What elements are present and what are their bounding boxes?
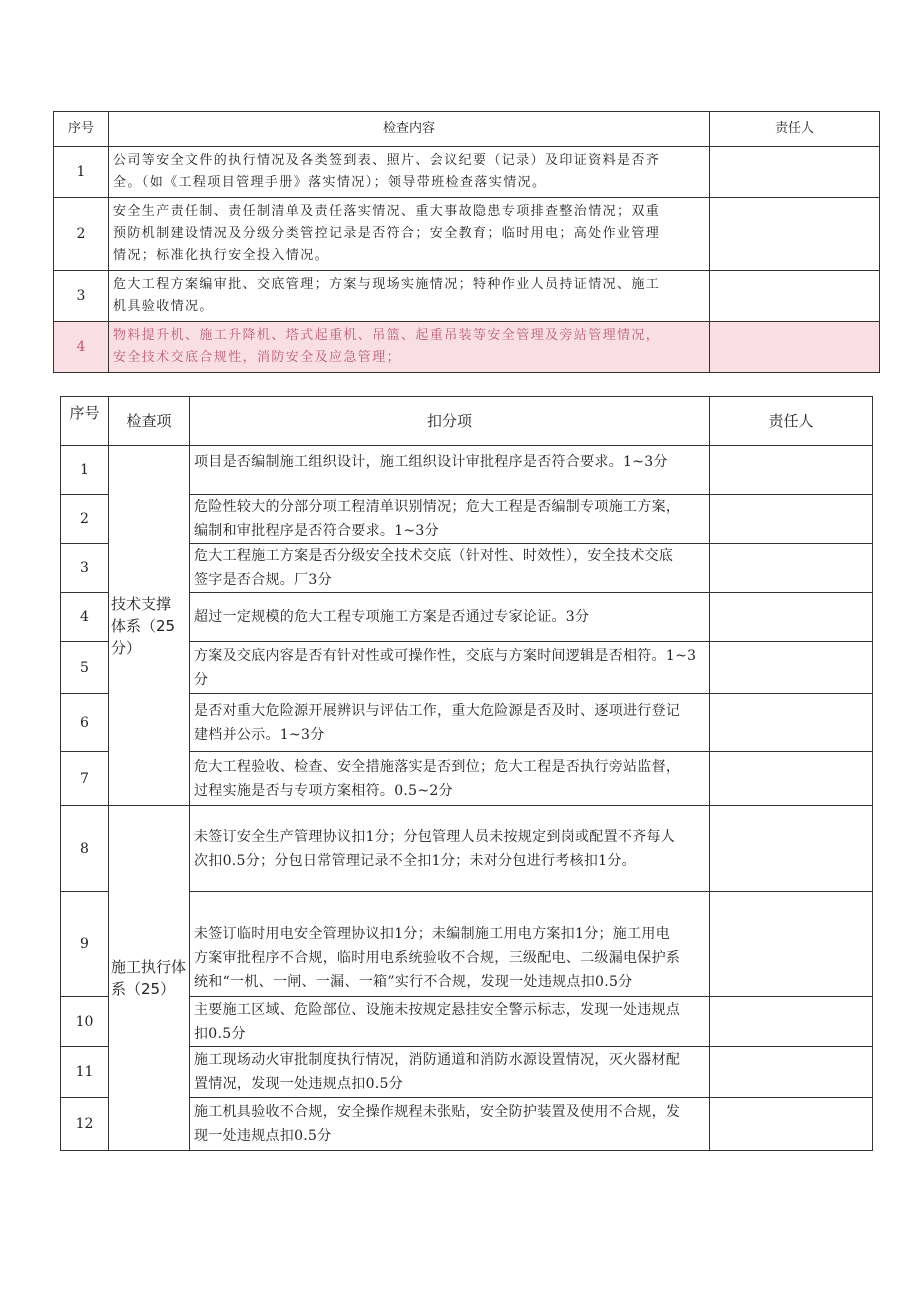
category-tech-support	[109, 446, 190, 806]
category-line: 技术支撑	[111, 594, 172, 613]
responsible-cell[interactable]	[710, 806, 873, 892]
responsible-cell[interactable]	[710, 1047, 873, 1098]
row-seq: 6	[61, 694, 109, 752]
row-content	[109, 271, 710, 322]
deduction-table	[60, 396, 873, 1151]
row-seq: 4	[61, 593, 109, 642]
content-line: 全。（如《工程项目管理手册》落实情况）；领导带班检查落实情况。	[113, 175, 547, 190]
item-line: 置情况，发现一处违规点扣0.5分	[194, 1076, 404, 1092]
category-line: 分）	[111, 638, 142, 657]
row-seq: 2	[61, 495, 109, 544]
deduction-item	[190, 1047, 710, 1098]
item-line: 未签订临时用电安全管理协议扣1分；未编制施工用电方案扣1分；施工用电	[194, 926, 671, 942]
responsible-cell[interactable]	[710, 322, 880, 373]
row-content	[109, 322, 710, 373]
deduction-item	[190, 544, 710, 593]
row-seq: 7	[61, 752, 109, 806]
item-line: 现一处违规点扣0.5分	[194, 1128, 332, 1144]
item-line: 统和“一机、一闸、一漏、一箱”实行不合规，发现一处违规点扣0.5分	[194, 974, 633, 990]
item-line: 扣0.5分	[194, 1025, 246, 1042]
responsible-cell[interactable]	[710, 271, 880, 322]
item-line: 危大工程验收、检查、安全措施落实是否到位；危大工程是否执行旁站监督，	[194, 758, 681, 775]
item-line: 主要施工区域、危险部位、设施未按规定悬挂安全警示标志，发现一处违规点	[194, 1001, 681, 1018]
item-line: 方案及交底内容是否有针对性或可操作性，交底与方案时间逻辑是否相符。1~3	[194, 647, 697, 664]
header-responsible: 责任人	[710, 397, 873, 446]
table-row	[61, 806, 873, 892]
responsible-cell[interactable]	[710, 1098, 873, 1151]
item-line: 超过一定规模的危大工程专项施工方案是否通过专家论证。3分	[194, 609, 590, 625]
row-seq: 5	[61, 642, 109, 694]
category-line: 施工执行体	[111, 958, 187, 976]
content-line: 情况；标准化执行安全投入情况。	[113, 248, 330, 263]
table-row-highlighted	[54, 322, 880, 373]
category-line: 体系（25	[111, 616, 176, 635]
item-line: 未签订安全生产管理协议扣1分；分包管理人员未按规定到岗或配置不齐每人	[194, 828, 676, 845]
row-seq: 1	[54, 147, 109, 198]
row-seq: 1	[61, 446, 109, 495]
responsible-cell[interactable]	[710, 892, 873, 997]
deduction-item	[190, 593, 710, 642]
responsible-cell[interactable]	[710, 147, 880, 198]
item-line: 分	[194, 671, 209, 688]
header-deduction: 扣分项	[190, 397, 710, 446]
deduction-item	[190, 694, 710, 752]
deduction-item	[190, 892, 710, 997]
row-seq: 2	[54, 198, 109, 271]
item-line: 是否对重大危险源开展辨识与评估工作，重大危险源是否及时、逐项进行登记	[194, 702, 681, 719]
content-line: 机具验收情况。	[113, 299, 214, 314]
header-seq: 序号	[61, 397, 109, 446]
responsible-cell[interactable]	[710, 752, 873, 806]
row-seq: 12	[61, 1098, 109, 1151]
table-header-row	[54, 112, 880, 147]
item-line: 编制和审批程序是否符合要求。1~3分	[194, 523, 439, 539]
responsible-cell[interactable]	[710, 593, 873, 642]
item-line: 方案审批程序不合规，临时用电系统验收不合规，三级配电、二级漏电保护系	[194, 950, 681, 966]
content-line: 预防机制建设情况及分级分类管控记录是否符合；安全教育；临时用电；高处作业管理	[113, 226, 661, 241]
row-seq: 11	[61, 1047, 109, 1098]
row-seq: 10	[61, 997, 109, 1047]
deduction-item	[190, 752, 710, 806]
row-seq: 8	[61, 806, 109, 892]
category-execution	[109, 806, 190, 1151]
header-responsible: 责任人	[710, 112, 880, 147]
deduction-item	[190, 495, 710, 544]
deduction-item	[190, 642, 710, 694]
content-line: 危大工程方案编审批、交底管理；方案与现场实施情况；特种作业人员持证情况、施工	[113, 277, 661, 292]
row-seq: 3	[61, 544, 109, 593]
responsible-cell[interactable]	[710, 997, 873, 1047]
row-seq: 3	[54, 271, 109, 322]
header-seq: 序号	[54, 112, 109, 147]
row-seq: 4	[54, 322, 109, 373]
content-line: 安全技术交底合规性，消防安全及应急管理；	[113, 350, 402, 365]
content-line: 安全生产责任制、责任制清单及责任落实情况、重大事故隐患专项排查整治情况；双重	[113, 204, 661, 219]
item-line: 过程实施是否与专项方案相符。0.5~2分	[194, 782, 453, 799]
row-content	[109, 147, 710, 198]
responsible-cell[interactable]	[710, 694, 873, 752]
responsible-cell[interactable]	[710, 446, 873, 495]
content-line: 公司等安全文件的执行情况及各类签到表、照片、会议纪要（记录）及印证资料是否齐	[113, 153, 661, 168]
table-row	[54, 198, 880, 271]
header-content: 检查内容	[109, 112, 710, 147]
deduction-item	[190, 1098, 710, 1151]
table-row	[54, 147, 880, 198]
deduction-item	[190, 446, 710, 495]
item-line: 建档并公示。1~3分	[194, 726, 325, 743]
header-category: 检查项	[109, 397, 190, 446]
inspection-content-table	[53, 111, 880, 373]
content-line: 物料提升机、施工升降机、塔式起重机、吊篮、起重吊装等安全管理及旁站管理情况，	[113, 328, 661, 343]
item-line: 危大工程施工方案是否分级安全技术交底（针对性、时效性），安全技术交底	[194, 548, 674, 564]
responsible-cell[interactable]	[710, 198, 880, 271]
item-line: 次扣0.5分；分包日常管理记录不全扣1分；未对分包进行考核扣1分。	[194, 852, 636, 869]
table-row	[54, 271, 880, 322]
category-line: 系（25）	[111, 980, 176, 998]
table-header-row	[61, 397, 873, 446]
row-seq: 9	[61, 892, 109, 997]
item-line: 项目是否编制施工组织设计，施工组织设计审批程序是否符合要求。1~3分	[194, 454, 668, 470]
item-line: 危险性较大的分部分项工程清单识别情况；危大工程是否编制专项施工方案，	[194, 499, 681, 515]
item-line: 施工现场动火审批制度执行情况，消防通道和消防水源设置情况，灭火器材配	[194, 1052, 681, 1068]
deduction-item	[190, 997, 710, 1047]
responsible-cell[interactable]	[710, 544, 873, 593]
row-content	[109, 198, 710, 271]
responsible-cell[interactable]	[710, 642, 873, 694]
item-line: 签字是否合规。厂3分	[194, 572, 332, 588]
deduction-item	[190, 806, 710, 892]
item-line: 施工机具验收不合规，安全操作规程未张贴，安全防护装置及使用不合规，发	[194, 1104, 681, 1120]
responsible-cell[interactable]	[710, 495, 873, 544]
table-row	[61, 446, 873, 495]
